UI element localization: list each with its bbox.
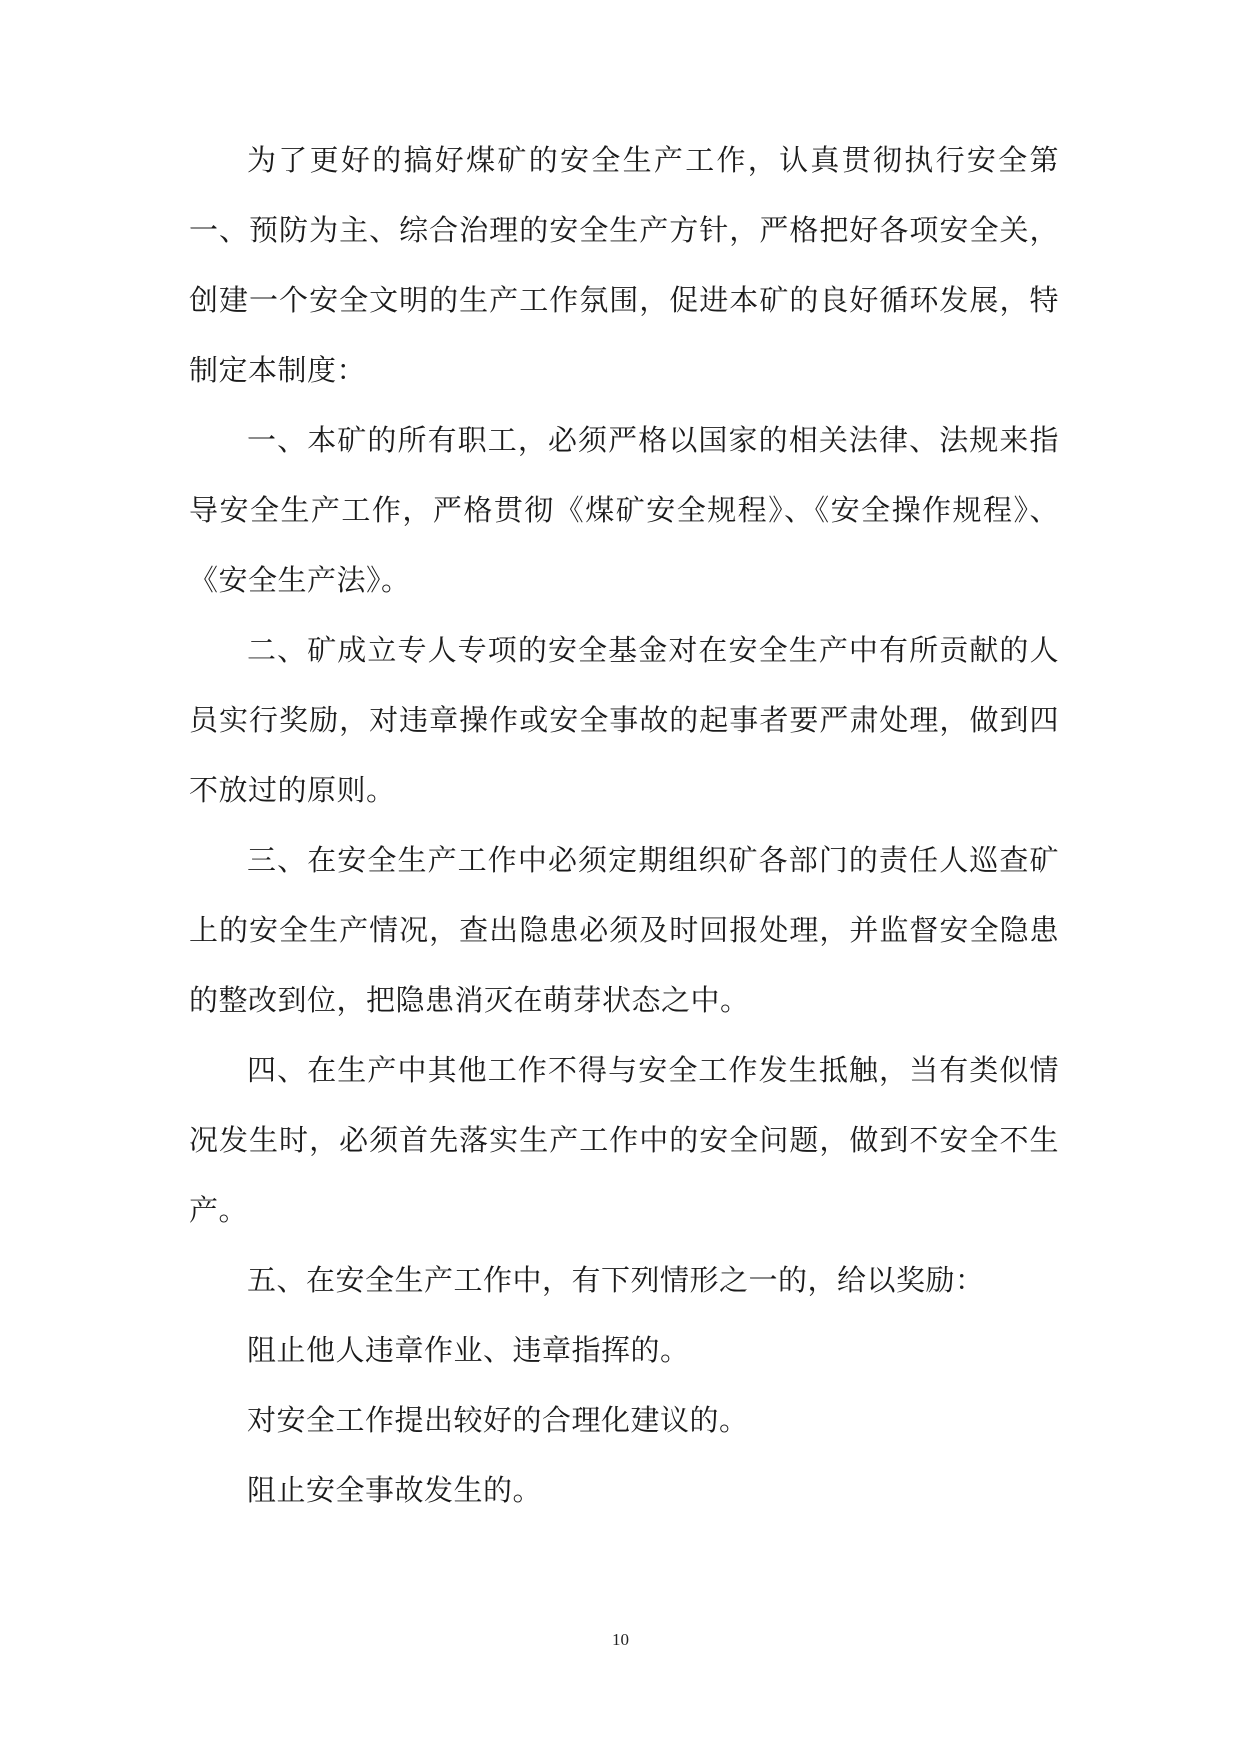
clause-4-paragraph: 四、在生产中其他工作不得与安全工作发生抵触，当有类似情况发生时，必须首先落实生产工作中的安全问题，做到不安全不生产。 <box>189 1053 1059 1227</box>
intro-paragraph: 为了更好的搞好煤矿的安全生产工作，认真贯彻执行安全第一、预防为主、综合治理的安全生产方针，严格把好各项安全关，创建一个安全文明的生产工作氛围，促进本矿的良好循环发展，特制定本制度： <box>189 143 1059 387</box>
page-number: 10 <box>612 1630 629 1649</box>
clause-2-paragraph: 二、矿成立专人专项的安全基金对在安全生产中有所贡献的人员实行奖励，对违章操作或安全事故的起事者要严肃处理，做到四不放过的原则。 <box>189 633 1059 807</box>
document-body <box>189 125 1059 1525</box>
reward-item-2: 对安全工作提出较好的合理化建议的。 <box>247 1403 749 1437</box>
clause-5-paragraph: 五、在安全生产工作中，有下列情形之一的，给以奖励： <box>247 1263 985 1297</box>
clause-1-paragraph: 一、本矿的所有职工，必须严格以国家的相关法律、法规来指导安全生产工作，严格贯彻《煤矿安全规程》、《安全操作规程》、《安全生产法》。 <box>189 423 1059 597</box>
clause-3-paragraph: 三、在安全生产工作中必须定期组织矿各部门的责任人巡查矿上的安全生产情况，查出隐患必须及时回报处理，并监督安全隐患的整改到位，把隐患消灭在萌芽状态之中。 <box>189 843 1059 1017</box>
reward-item-3: 阻止安全事故发生的。 <box>247 1473 543 1507</box>
reward-item-1: 阻止他人违章作业、违章指挥的。 <box>247 1333 690 1367</box>
